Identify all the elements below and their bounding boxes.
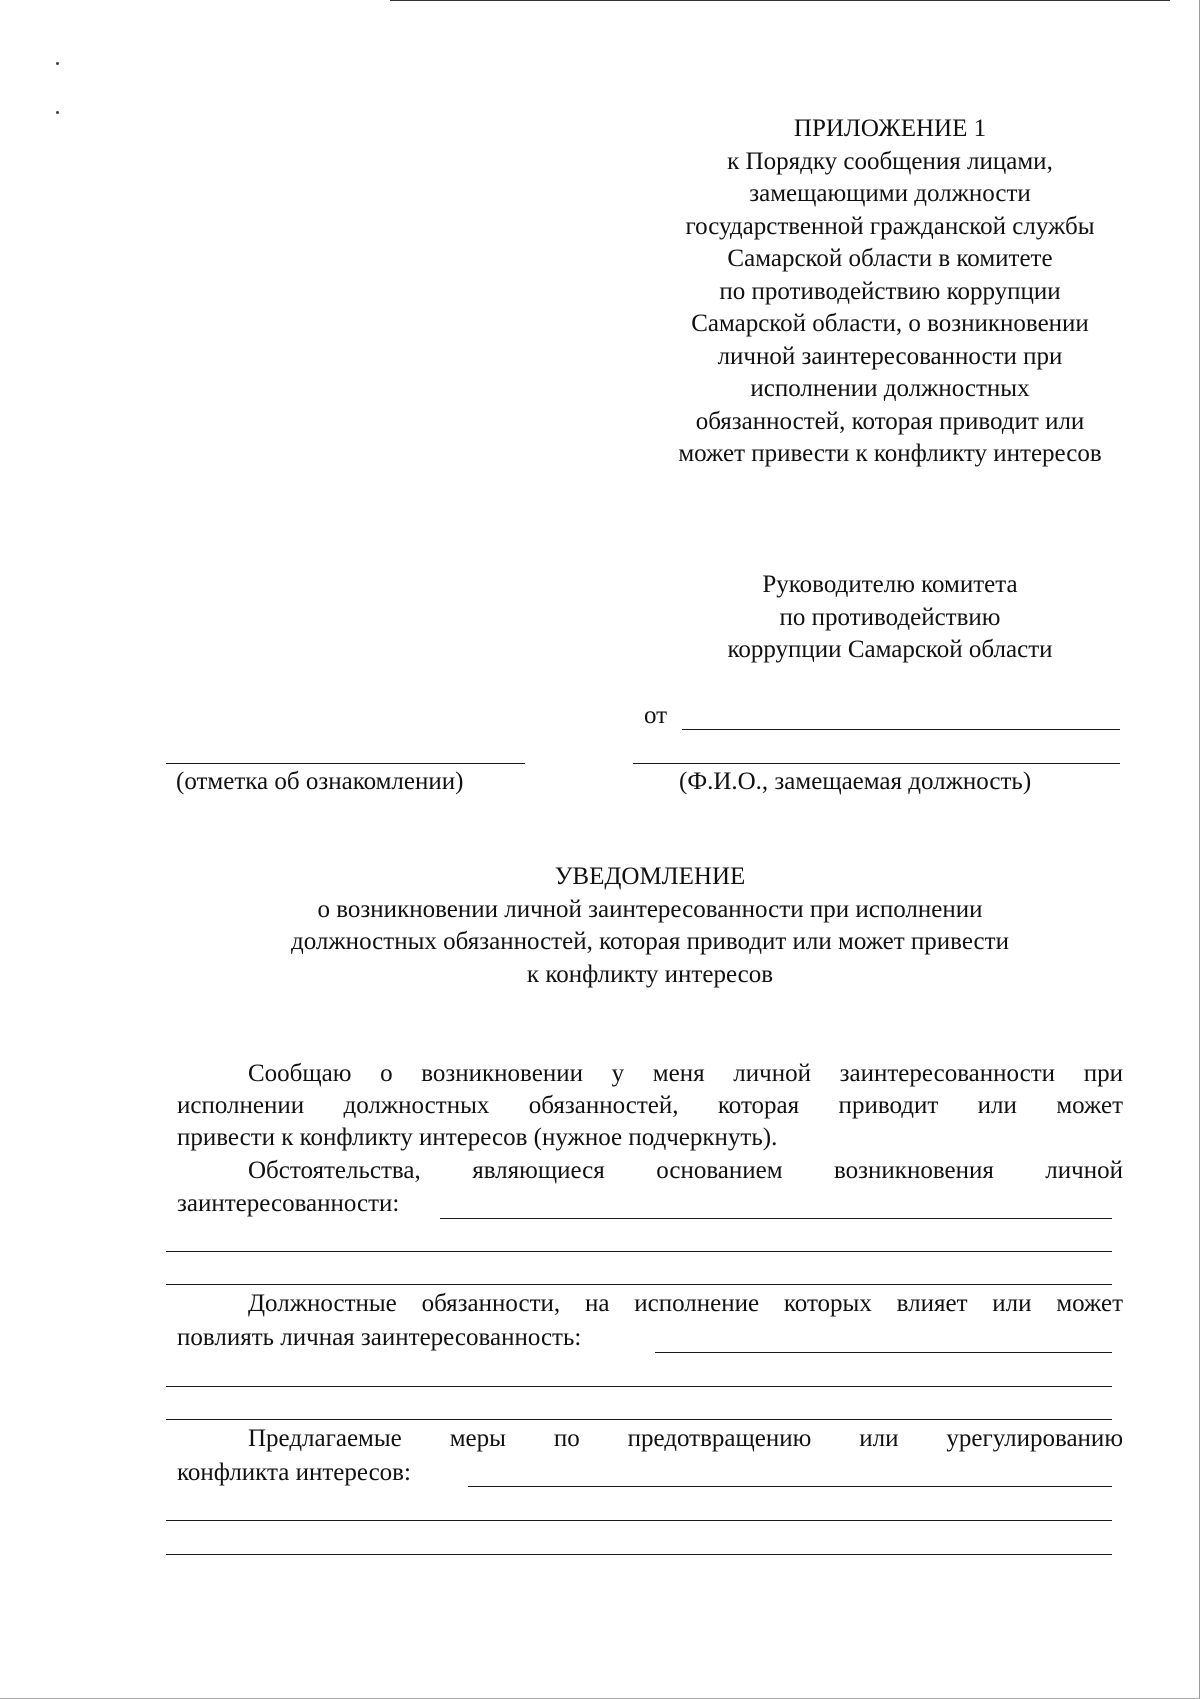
measures-blank-line[interactable] bbox=[468, 1486, 1112, 1487]
appendix-line: обязанностей, которая приводит или bbox=[695, 407, 1085, 435]
acknowledgement-caption: (отметка об ознакомлении) bbox=[176, 768, 464, 795]
appendix-line: Самарской области в комитете bbox=[727, 245, 1053, 272]
addressee-block bbox=[640, 569, 1140, 667]
appendix-line: по противодействию коррупции bbox=[719, 277, 1061, 305]
from-blank-line[interactable] bbox=[682, 729, 1120, 730]
paragraph-2-line: Обстоятельства, являющиеся основанием возникновения личной bbox=[248, 1157, 1123, 1184]
appendix-line: государственной гражданской службы bbox=[685, 212, 1095, 240]
circumstances-blank-line[interactable] bbox=[166, 1251, 1112, 1252]
appendix-title: ПРИЛОЖЕНИЕ 1 bbox=[793, 115, 987, 142]
notice-title: УВЕДОМЛЕНИЕ bbox=[554, 863, 746, 890]
from-label: от bbox=[644, 702, 668, 729]
paragraph-3-line: повлиять личная заинтересованность: bbox=[177, 1324, 582, 1351]
scan-speck bbox=[56, 111, 59, 114]
paragraph-3-line: Должностные обязанности, на исполнение которых влияет или может bbox=[248, 1290, 1123, 1317]
appendix-line: к Порядку сообщения лицами, bbox=[727, 147, 1053, 175]
appendix-block bbox=[620, 113, 1160, 471]
notice-subtitle-line: о возникновении личной заинтересованности при исполнении bbox=[317, 895, 983, 923]
circumstances-blank-line[interactable] bbox=[440, 1218, 1112, 1219]
paragraph-1-line: Сообщаю о возникновении у меня личной заинтересованности при bbox=[248, 1060, 1123, 1087]
appendix-line: замещающими должности bbox=[749, 180, 1031, 207]
paragraph-4-line: Предлагаемые меры по предотвращению или урегулированию bbox=[248, 1425, 1123, 1452]
name-position-caption: (Ф.И.О., замещаемая должность) bbox=[679, 768, 1032, 795]
scan-speck bbox=[56, 62, 59, 65]
page-edge-top bbox=[390, 0, 1170, 1]
notice-heading bbox=[160, 861, 1140, 991]
acknowledgement-blank-line[interactable] bbox=[166, 763, 525, 764]
paragraph-2-line: заинтересованности: bbox=[177, 1190, 400, 1217]
paragraph-4-line: конфликта интересов: bbox=[177, 1459, 411, 1486]
addressee-line: Руководителю комитета bbox=[762, 571, 1018, 598]
circumstances-blank-line[interactable] bbox=[166, 1284, 1112, 1285]
measures-blank-line[interactable] bbox=[166, 1520, 1112, 1521]
appendix-line: Самарской области, о возникновении bbox=[691, 310, 1089, 337]
name-position-blank-line[interactable] bbox=[633, 763, 1120, 764]
appendix-line: может привести к конфликту интересов bbox=[678, 440, 1102, 467]
addressee-line: по противодействию bbox=[779, 603, 1001, 631]
duties-blank-line[interactable] bbox=[655, 1352, 1112, 1353]
notice-subtitle-line: к конфликту интересов bbox=[526, 960, 774, 988]
measures-blank-line[interactable] bbox=[166, 1554, 1112, 1555]
notice-subtitle-line: должностных обязанностей, которая приводит или может привести bbox=[291, 928, 1009, 955]
paragraph-1-line: исполнении должностных обязанностей, которая приводит или может bbox=[177, 1092, 1123, 1119]
duties-blank-line[interactable] bbox=[166, 1419, 1112, 1420]
duties-blank-line[interactable] bbox=[166, 1386, 1112, 1387]
appendix-line: личной заинтересованности при bbox=[717, 342, 1063, 370]
addressee-line: коррупции Самарской области bbox=[727, 636, 1053, 663]
paragraph-1-line: привести к конфликту интересов (нужное подчеркнуть). bbox=[177, 1124, 778, 1151]
appendix-line: исполнении должностных bbox=[750, 375, 1030, 402]
